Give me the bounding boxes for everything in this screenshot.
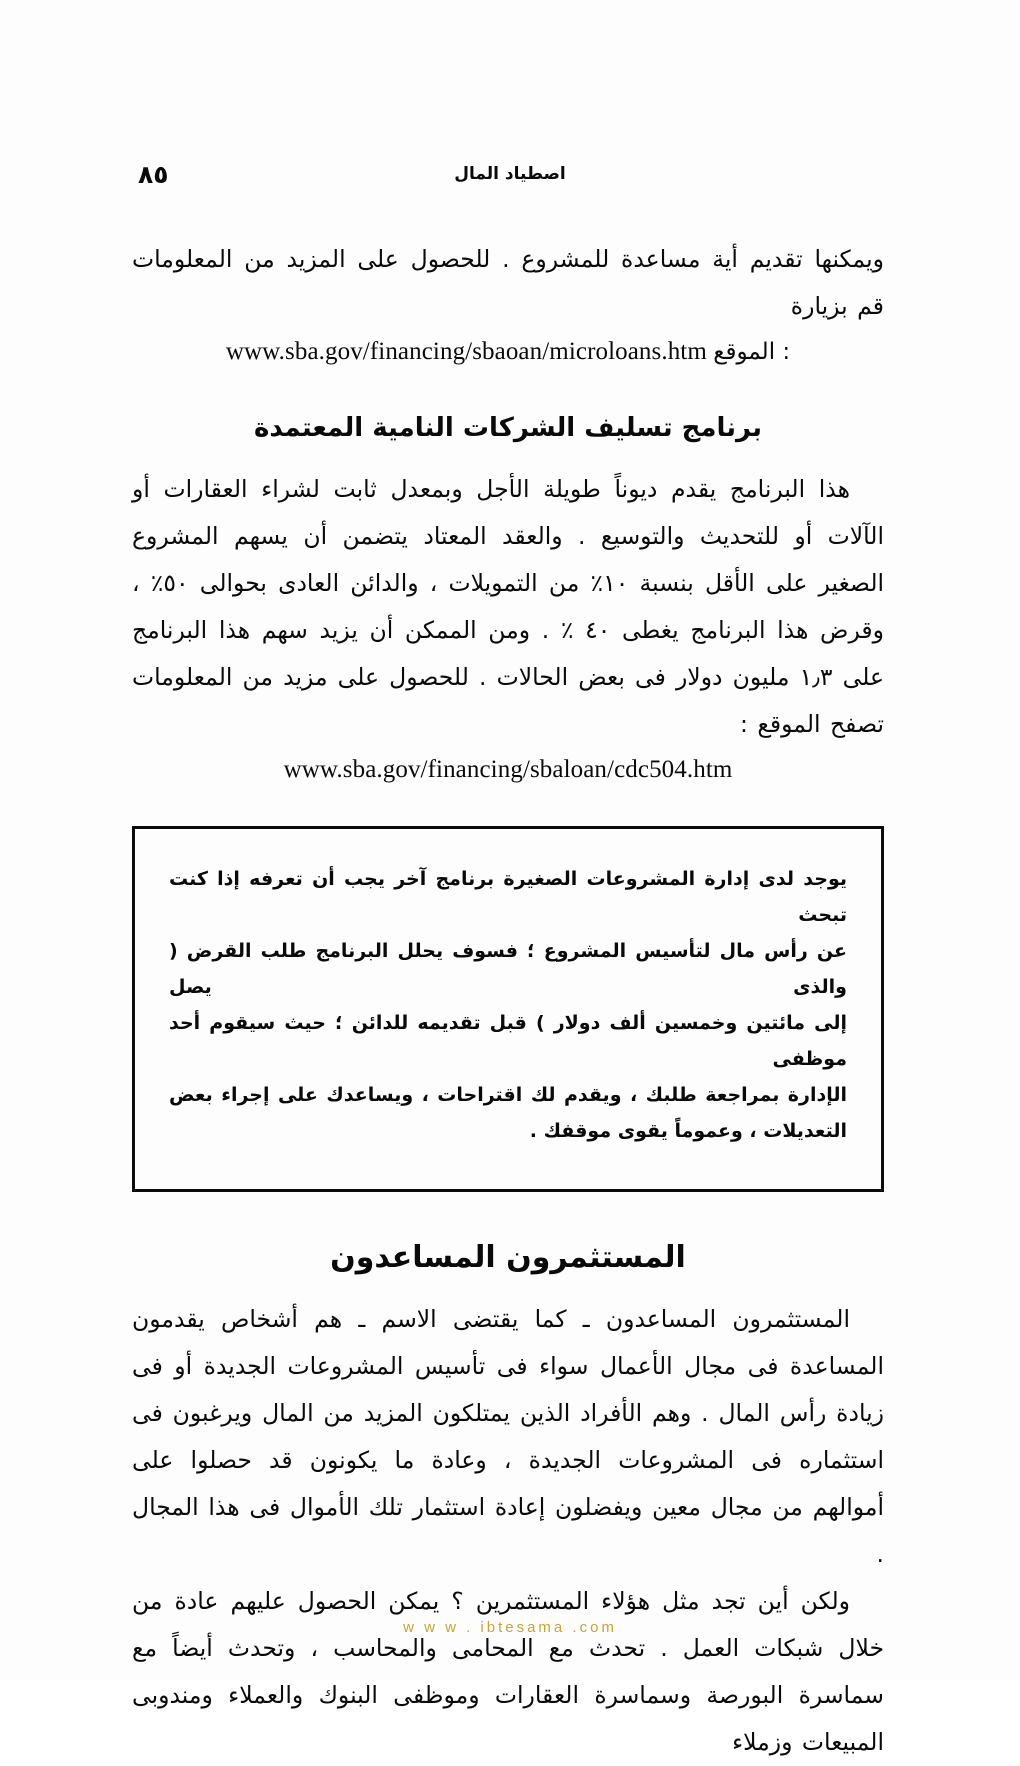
callout-line-1: يوجد لدى إدارة المشروعات الصغيرة برنامج آخر يجب أن تعرفه إذا كنت تبحث	[169, 868, 847, 926]
url-line-1	[132, 330, 884, 374]
watermark	[0, 1619, 1020, 1636]
url-cdc504: www.sba.gov/financing/sbaloan/cdc504.htm	[283, 756, 733, 783]
spacer	[132, 1192, 884, 1238]
paragraph-top: ويمكنها تقديم أية مساعدة للمشروع . للحصول على المزيد من المعلومات قم بزيارة	[132, 245, 884, 320]
url-label-1: الموقع :	[713, 339, 791, 365]
url-microloans: www.sba.gov/financing/sbaoan/microloans.htm	[225, 338, 707, 365]
running-head	[130, 160, 890, 194]
callout-line-4: الإدارة بمراجعة طلبك ، ويقدم لك اقتراحات ، ويساعدك على إجراء بعض	[169, 1084, 847, 1106]
callout-line-2: عن رأس مال لتأسيس المشروع ؛ فسوف يحلل البرنامج طلب القرض ( والذى يصل	[169, 940, 847, 998]
spacer	[132, 374, 884, 408]
callout-box	[132, 826, 884, 1192]
section-heading-angel-investors: المستثمرون المساعدون	[330, 1240, 686, 1275]
spacer	[132, 792, 884, 826]
callout-line-5: التعديلات ، وعموماً يقوى موقفك .	[529, 1120, 847, 1142]
paragraph-finding-investors: ولكن أين تجد مثل هؤلاء المستثمرين ؟ يمكن الحصول عليهم عادة من خلال شبكات العمل . تحدث مع المحامى والمحاسب ، وتحدث أيضاً مع سماسرة البورصة وسماسرة العقارات وموظفى البنوك والعملاء ومندوبى المبيعات وزملاء	[132, 1587, 884, 1756]
page-number: ٨٥	[138, 160, 169, 189]
paragraph-cdc-program: هذا البرنامج يقدم ديوناً طويلة الأجل وبمعدل ثابت لشراء العقارات أو الآلات أو للتحديث والتوسيع . والعقد المعتاد يتضمن أن يسهم المشروع الصغير على الأقل بنسبة ١٠٪ من التمويلات ، والدائن العادى بحوالى ٥٠٪ ، وقرض هذا البرنامج يغطى ٤٠ ٪ . ومن الممكن أن يزيد سهم هذا البرنامج على ١٫٣ مليون دولار فى بعض الحالات . للحصول على مزيد من المعلومات تصفح الموقع :	[132, 475, 885, 738]
url-line-2	[132, 748, 884, 792]
callout-line-3: إلى مائتين وخمسين ألف دولار ) قبل تقديمه للدائن ؛ حيث سيقوم أحد موظفى	[169, 1012, 847, 1070]
watermark-text: w w w . ibtesama .com	[403, 1619, 617, 1636]
book-title: اصطياد المال	[454, 164, 566, 184]
spacer	[132, 1278, 884, 1296]
section-heading-cdc-program: برنامج تسليف الشركات النامية المعتمدة	[254, 413, 762, 443]
paragraph-angel-investors: المستثمرون المساعدون ـ كما يقتضى الاسم ـ هم أشخاص يقدمون المساعدة فى مجال الأعمال سواء فى تأسيس المشروعات الجديدة أو فى زيادة رأس المال . وهم الأفراد الذين يمتلكون المزيد من المال ويرغبون فى استثماره فى المشروعات الجديدة ، وعادة ما يكونون قد حصلوا على أموالهم من مجال معين ويفضلون إعادة استثمار تلك الأموال فى هذا المجال .	[132, 1305, 884, 1568]
spacer	[132, 448, 884, 466]
text-column	[132, 236, 884, 1766]
